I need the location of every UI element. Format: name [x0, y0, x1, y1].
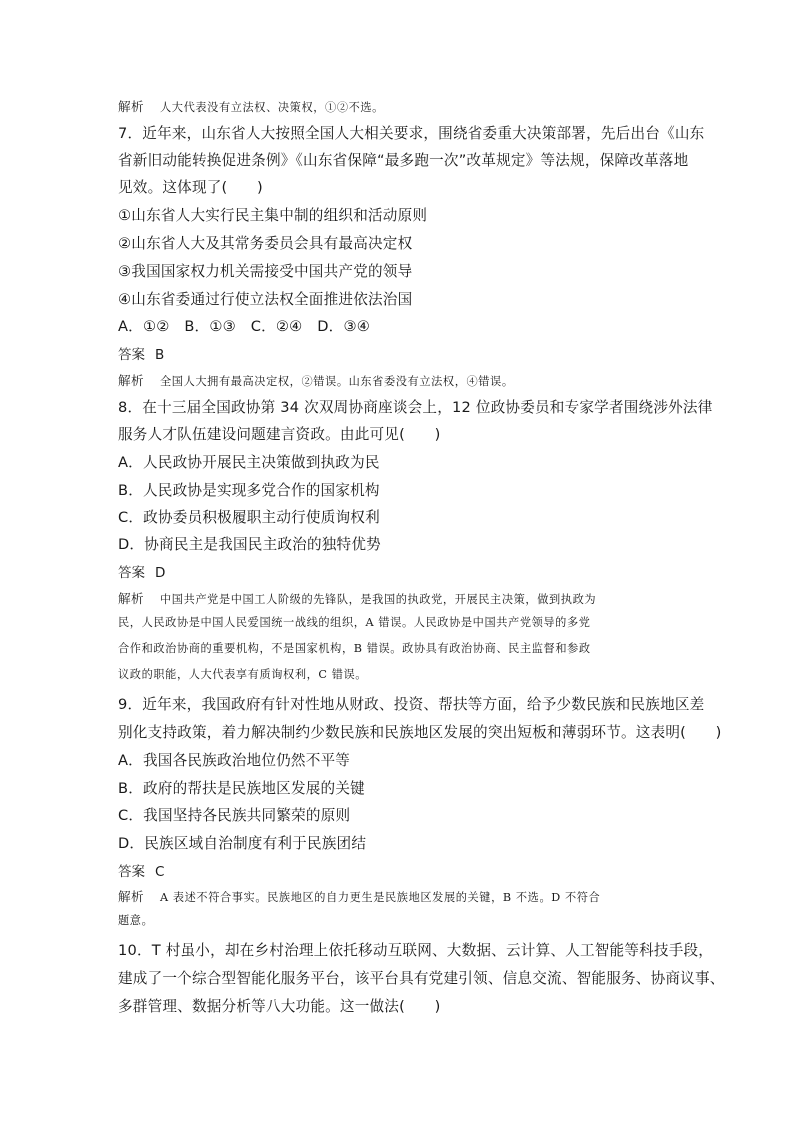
question-8-explanation-2: 民，人民政协是中国人民爱国统一战线的组织，A 错误。人民政协是中国共产党领导的多党 [118, 616, 591, 629]
answer-value: B [155, 347, 165, 363]
question-7-line-3: 见效。这体现了( ) [118, 179, 263, 196]
question-9-line-2: 别化支持政策，着力解决制约少数民族和民族地区发展的突出短板和薄弱环节。这表明( ) [118, 724, 722, 741]
explanation-label: 解析 [118, 99, 144, 114]
question-8-option-d: D．协商民主是我国民主政治的独特优势 [118, 536, 381, 553]
question-8-explanation-3: 合作和政治协商的重要机构，不是国家机构，B 错误。政协具有政治协商、民主监督和参政 [118, 642, 591, 655]
question-9-option-a: A．我国各民族政治地位仍然不平等 [118, 752, 351, 769]
explanation-label: 解析 [118, 889, 144, 904]
question-9-line-1: 9．近年来，我国政府有针对性地从财政、投资、帮扶等方面，给予少数民族和民族地区差 [118, 696, 705, 713]
question-7-option-2: ②山东省人大及其常务委员会具有最高决定权 [118, 235, 413, 252]
question-9-explanation-2: 题意。 [118, 914, 154, 927]
answer-label: 答案 [118, 565, 145, 581]
question-8-explanation-1: 解析 中国共产党是中国工人阶级的先锋队，是我国的执政党，开展民主决策，做到执政为 [118, 591, 597, 606]
question-7-explanation: 解析 全国人大拥有最高决定权，②错误。山东省委没有立法权，④错误。 [118, 373, 514, 388]
question-10-line-1: 10．T 村虽小，却在乡村治理上依托移动互联网、大数据、云计算、人工智能等科技手段， [118, 942, 714, 959]
question-7-option-3: ③我国国家权力机关需接受中国共产党的领导 [118, 263, 413, 280]
answer-label: 答案 [118, 864, 145, 880]
question-9-explanation-1: 解析 A 表述不符合事实。民族地区的自力更生是民族地区发展的关键，B 不选。D 不符合 [118, 889, 601, 904]
question-8-explanation-4: 议政的职能，人大代表享有质询权利，C 错误。 [118, 668, 368, 681]
question-9-option-c: C．我国坚持各民族共同繁荣的原则 [118, 807, 351, 824]
question-8-line-1: 8．在十三届全国政协第 34 次双周协商座谈会上，12 位政协委员和专家学者围绕涉外法律 [118, 399, 713, 416]
answer-value: C [155, 864, 165, 880]
question-8-line-2: 服务人才队伍建设问题建言资政。由此可见( ) [118, 426, 441, 443]
question-7-answer [118, 343, 164, 363]
question-7-option-1: ①山东省人大实行民主集中制的组织和活动原则 [118, 207, 428, 224]
question-8-answer [118, 561, 165, 581]
explanation-line: 解析 人大代表没有立法权、决策权，①②不选。 [118, 99, 384, 114]
question-7-line-2: 省新旧动能转换促进条例》《山东省保障“最多跑一次”改革规定》等法规，保障改革落地 [118, 152, 689, 169]
question-10-line-3: 多群管理、数据分析等八大功能。这一做法( ) [118, 998, 441, 1015]
question-9-answer [118, 860, 164, 880]
answer-label: 答案 [118, 347, 145, 363]
explanation-label: 解析 [118, 591, 144, 606]
question-8-option-b: B．人民政协是实现多党合作的国家机构 [118, 482, 380, 499]
explanation-label: 解析 [118, 373, 144, 388]
answer-value: D [155, 565, 166, 581]
question-9-option-d: D．民族区域自治制度有利于民族团结 [118, 835, 367, 852]
question-9-option-b: B．政府的帮扶是民族地区发展的关键 [118, 780, 365, 797]
question-8-option-c: C．政协委员积极履职主动行使质询权利 [118, 509, 380, 526]
question-8-option-a: A．人民政协开展民主决策做到执政为民 [118, 454, 380, 471]
question-7-choices: A．①② B．①③ C．②④ D．③④ [118, 318, 371, 335]
question-7-line-1: 7．近年来，山东省人大按照全国人大相关要求，围绕省委重大决策部署，先后出台《山东 [118, 125, 705, 142]
question-10-line-2: 建成了一个综合型智能化服务平台，该平台具有党建引领、信息交流、智能服务、协商议事、 [118, 970, 725, 987]
question-7-option-4: ④山东省委通过行使立法权全面推进依法治国 [118, 291, 413, 308]
